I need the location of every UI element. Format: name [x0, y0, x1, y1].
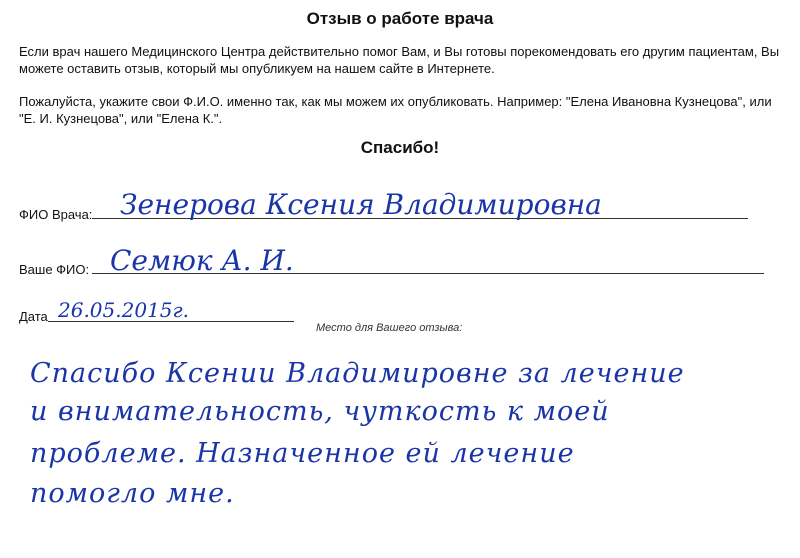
review-line: и внимательность, чуткость к моей	[30, 396, 610, 427]
date-handwritten: 26.05.2015г.	[58, 298, 189, 322]
doctor-name-label: ФИО Врача:	[19, 207, 93, 222]
intro-text: Если врач нашего Медицинского Центра действительно помог Вам, и Вы готовы порекомендовать его другим пациентам, Вы можете оставить отзыв, который мы опубликуем на нашем сайте в Интернете.	[19, 44, 780, 76]
review-line: Спасибо Ксении Владимировне за лечение	[30, 358, 685, 389]
patient-name-label: Ваше ФИО:	[19, 262, 90, 277]
instructions-text: Пожалуйста, укажите свои Ф.И.О. именно так, как мы можем их опубликовать. Например: "Елена Ивановна Кузнецова", или "Е. И. Кузнецова", или "Елена К.".	[19, 94, 772, 126]
form-title: Отзыв о работе врача	[306, 9, 494, 28]
date-label: Дата	[19, 309, 48, 324]
thanks-heading: Спасибо!	[360, 138, 440, 157]
patient-name-handwritten: Семюк А. И.	[110, 244, 294, 277]
review-line: проблеме. Назначенное ей лечение	[30, 438, 575, 469]
review-line: помогло мне.	[30, 478, 235, 509]
review-hint-label: Место для Вашего отзыва:	[316, 322, 463, 334]
doctor-name-handwritten: Зенерова Ксения Владимировна	[120, 188, 602, 221]
